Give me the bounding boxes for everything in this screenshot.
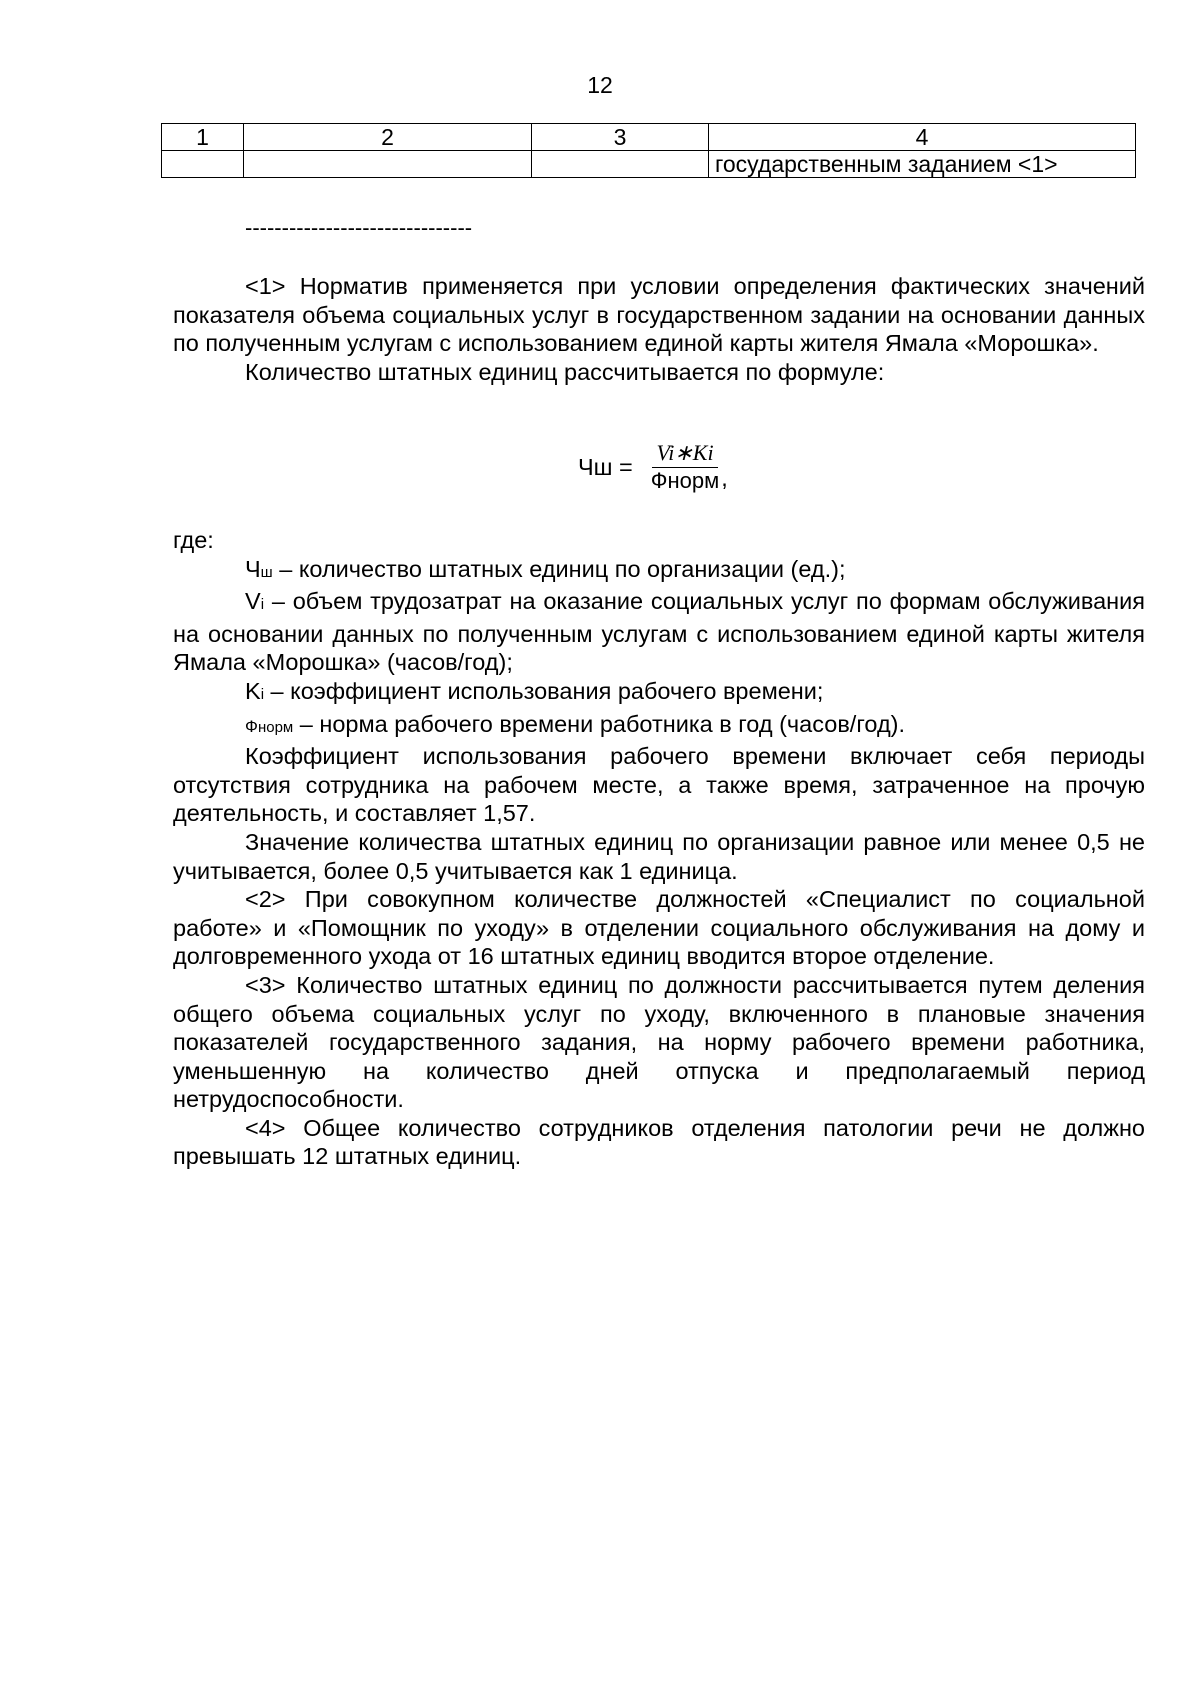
definitions-block <box>173 526 1145 1171</box>
table-header-row <box>162 124 1136 151</box>
footnote-1: <1> Норматив применяется при условии определения фактических значений показателя объема социальных услуг в государственном задании на основании данных по полученным услугам с использованием единой карты жителя Ямала «Морошка». <box>173 273 1145 357</box>
formula <box>578 440 728 494</box>
symbol: Ч <box>245 555 261 582</box>
definition-vi <box>173 587 1145 677</box>
paragraph: Коэффициент использования рабочего времени включает себя периоды отсутствия сотрудника на рабочем месте, а также время, затраченное на прочую деятельность, и составляет 1,57. <box>173 743 1145 827</box>
continuation-table <box>161 123 1136 178</box>
table-cell: государственным заданием <1> <box>709 151 1136 178</box>
table-row <box>162 151 1136 178</box>
symbol: K <box>245 677 261 704</box>
symbol: V <box>245 588 261 615</box>
formula-lhs: Чш = <box>578 453 633 480</box>
table-cell <box>162 151 244 178</box>
symbol-subscript: i <box>260 685 265 703</box>
definition-ki <box>173 677 1145 710</box>
table-header-cell: 2 <box>244 124 532 151</box>
definition-text: – объем трудозатрат на оказание социальных услуг по формам обслуживания на основании данных по полученным услугам с использованием единой карты жителя Ямала «Морошка» (часов/год); <box>173 588 1145 676</box>
paragraph: Значение количества штатных единиц по организации равное или менее 0,5 не учитывается, более 0,5 учитывается как 1 единица. <box>173 828 1145 884</box>
table-header-cell: 1 <box>162 124 244 151</box>
footnote-3: <3> Количество штатных единиц по должности рассчитывается путем деления общего объема социальных услуг по уходу, включенного в плановые значения показателей государственного задания, на норму рабочего времени работника, уменьшенную на количество дней отпуска и предполагаемый период нетрудоспособности. <box>173 971 1145 1113</box>
formula-tail: , <box>721 464 728 491</box>
page-number: 12 <box>587 72 613 98</box>
footnote-4: <4> Общее количество сотрудников отделения патологии речи не должно превышать 12 штатных единиц. <box>173 1114 1145 1170</box>
formula-denominator: Фнорм <box>650 468 720 493</box>
definition-text: – количество штатных единиц по организации (ед.); <box>272 555 846 582</box>
formula-numerator: Vi∗Ki <box>652 440 717 468</box>
table-header-cell: 3 <box>532 124 709 151</box>
symbol-subscript: i <box>260 596 265 614</box>
definition-chsh <box>173 555 1145 588</box>
footnote-separator: ------------------------------- <box>245 215 473 240</box>
symbol: Ф <box>245 716 258 736</box>
formula-fraction <box>649 440 721 494</box>
footnote-2: <2> При совокупном количестве должностей «Специалист по социальной работе» и «Помощник по уходу» в отделении социального обслуживания на дому и долговременного ухода от 16 штатных единиц вводится второе отделение. <box>173 886 1145 970</box>
formula-intro: Количество штатных единиц рассчитывается по формуле: <box>245 358 885 385</box>
symbol-subscript: норм <box>257 718 294 736</box>
definition-text: – коэффициент использования рабочего времени; <box>264 677 824 704</box>
definition-text: – норма рабочего времени работника в год (часов/год). <box>293 710 906 737</box>
table-cell <box>244 151 532 178</box>
footnote-block <box>173 272 1145 386</box>
symbol-subscript: ш <box>260 563 273 581</box>
table-cell <box>532 151 709 178</box>
table-header-cell: 4 <box>709 124 1136 151</box>
where-label: где: <box>173 527 214 553</box>
definition-fnorm <box>173 710 1145 743</box>
